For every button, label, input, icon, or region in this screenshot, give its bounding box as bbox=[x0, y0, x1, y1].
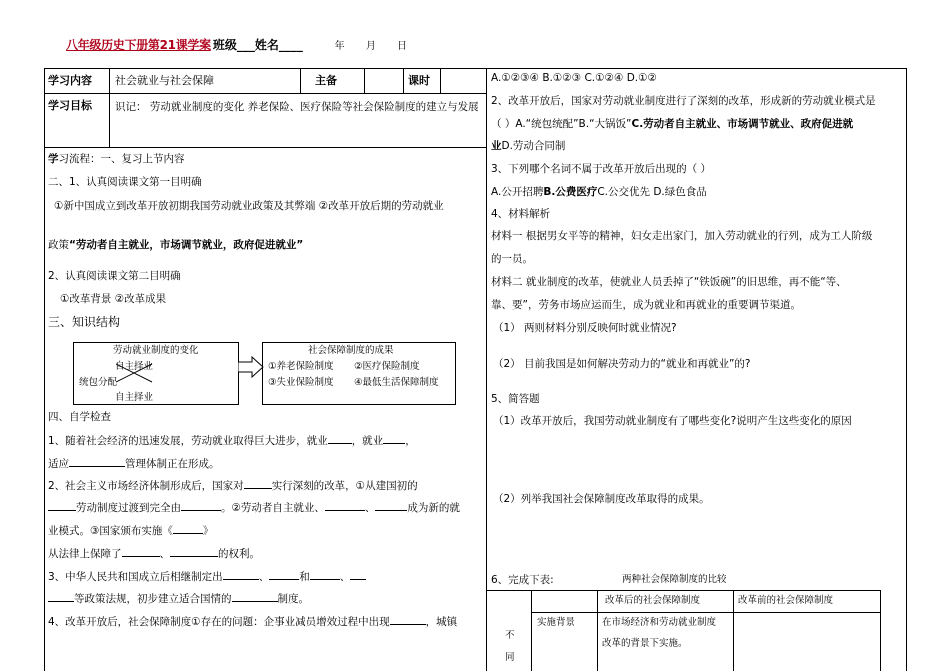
period-label: 课时 bbox=[408, 74, 430, 87]
date-year: 年 bbox=[334, 41, 345, 52]
table-header-before: 改革前的社会保障制度 bbox=[738, 595, 834, 606]
q2-text-i: 从法律上保障了 bbox=[48, 548, 122, 560]
q4-text-a: 4、改革开放后，社会保障制度①存在的问题：企事业减员增效过程中出现 bbox=[48, 616, 390, 628]
blank[interactable] bbox=[310, 567, 340, 580]
question-4 bbox=[48, 612, 457, 630]
r3-question: 3、下列哪个名词不属于改革开放后出现的（ ） bbox=[491, 163, 712, 175]
comparison-table-title: 两种社会保障制度的比较 bbox=[622, 574, 727, 585]
question-3 bbox=[48, 567, 366, 585]
material-2: 材料二 就业制度的改革，使就业人员丢掉了“铁饭碗”的旧思维，再不能“等、 bbox=[491, 276, 847, 288]
q2-text-d: 。②劳动者自主就业、 bbox=[221, 502, 325, 514]
material-1: 材料一 根据男女平等的精神，妇女走出家门，加入劳动就业的行列，成为工人阶级 bbox=[491, 230, 873, 242]
diagram-left-title: 劳动就业制度的变化 bbox=[113, 345, 199, 356]
class-name-field: 班级___姓名____ bbox=[212, 38, 303, 52]
diagram-right-r2b: ④最低生活保障制度 bbox=[354, 377, 439, 388]
blank[interactable] bbox=[269, 567, 299, 580]
q3-text-c: 和 bbox=[299, 571, 310, 583]
blank[interactable] bbox=[325, 498, 365, 511]
section2-line1: ①新中国成立到改革开放初期我国劳动就业政策及其弊端 ②改革开放后期的劳动就业 bbox=[54, 200, 444, 212]
content-label: 学习内容 bbox=[48, 74, 92, 87]
q3-text-b: 、 bbox=[258, 571, 270, 583]
blank[interactable] bbox=[173, 521, 203, 534]
q3-text-e: 等政策法规，初步建立适合国情的 bbox=[74, 593, 232, 605]
blank[interactable] bbox=[223, 567, 259, 580]
section2-title: 二、1、认真阅读课文第一目明确 bbox=[48, 176, 202, 188]
table-line bbox=[733, 590, 734, 671]
blank[interactable] bbox=[328, 431, 352, 444]
q2-text-j: 、 bbox=[159, 548, 170, 560]
table-line bbox=[440, 68, 441, 93]
worksheet-title: 八年级历史下册第21课学案 bbox=[66, 38, 211, 52]
material-2-cont: 靠、要”，劳务市场应运而生，成为就业和再就业的重要调节渠道。 bbox=[491, 299, 801, 311]
goal-label: 学习目标 bbox=[48, 99, 92, 112]
material-1-cont: 的一员。 bbox=[491, 253, 533, 265]
section2b-items: ①改革背景 ②改革成果 bbox=[60, 293, 167, 305]
section2-line2 bbox=[48, 237, 303, 253]
short-answer-2: （2）列举我国社会保障制度改革取得的成果。 bbox=[493, 493, 710, 505]
q2-text-h: 》 bbox=[202, 525, 214, 537]
question-2-cont bbox=[48, 498, 460, 516]
section3-title: 三、知识结构 bbox=[48, 315, 121, 329]
section4-title: 四、自学检查 bbox=[48, 411, 111, 423]
table-row-head: 不同 bbox=[505, 630, 515, 663]
table-line bbox=[300, 68, 301, 93]
question-1 bbox=[48, 431, 416, 449]
diagram-right-title: 社会保障制度的成果 bbox=[308, 345, 394, 356]
table-line bbox=[109, 68, 110, 147]
r3-option-a: A.公开招聘 bbox=[491, 186, 544, 198]
r2-question: 2、改革开放后，国家对劳动就业制度进行了深刻的改革，形成新的劳动就业模式是 bbox=[491, 95, 876, 107]
flow-prefix: 学 bbox=[48, 153, 59, 165]
r2-options bbox=[491, 116, 853, 132]
q2-text-a: 2、社会主义市场经济体制形成后，国家对 bbox=[48, 480, 244, 492]
table-cell-after: 在市场经济和劳动就业制度 bbox=[602, 617, 717, 628]
blank[interactable] bbox=[122, 544, 160, 557]
q1-text-b: ，就业 bbox=[351, 435, 384, 447]
table-cell-after-cont: 改革的背景下实施。 bbox=[602, 638, 688, 649]
blank[interactable] bbox=[383, 431, 405, 444]
question-1-cont bbox=[48, 454, 220, 472]
q2-text-g: 业模式。③国家颁布实施《 bbox=[48, 525, 173, 537]
r4-title: 4、材料解析 bbox=[491, 208, 551, 220]
table-line bbox=[597, 590, 598, 671]
section2b-title: 2、认真阅读课文第二目明确 bbox=[48, 270, 181, 282]
diagram-right-r1b: ②医疗保险制度 bbox=[354, 361, 420, 372]
q4-text-b: ，城镇 bbox=[425, 616, 458, 628]
lead-label: 主备 bbox=[315, 74, 337, 87]
diagram-left-c: 自主择业 bbox=[115, 392, 154, 403]
q3-text-d: 、 bbox=[339, 571, 351, 583]
r5-title: 5、简答题 bbox=[491, 393, 540, 405]
table-line bbox=[44, 93, 486, 94]
table-line bbox=[531, 612, 881, 613]
diagram-left-b: 统包分配 bbox=[79, 377, 118, 388]
flow-line bbox=[48, 151, 185, 167]
q1-text-d: 适应 bbox=[48, 458, 69, 470]
r6-title: 6、完成下表: bbox=[491, 574, 554, 586]
r2-option-c: C.劳动者自主就业、市场调节就业、政府促进就 bbox=[631, 118, 854, 130]
r3-option-b: B.公费医疗 bbox=[543, 186, 598, 198]
diagram-right-r1a: ①养老保险制度 bbox=[268, 361, 334, 372]
r1-options: A.①②③④ B.①②③ C.①②④ D.①② bbox=[491, 72, 657, 84]
q2-text-e: 、 bbox=[364, 502, 376, 514]
r2-option-c-cont: 业 bbox=[491, 140, 502, 152]
r3-option-cd: C.公交优先 D.绿色食品 bbox=[597, 186, 707, 198]
table-row-label: 实施背景 bbox=[537, 617, 576, 628]
table-line bbox=[44, 147, 486, 148]
q3-text-a: 3、中华人民共和国成立后相继制定出 bbox=[48, 571, 223, 583]
blank[interactable] bbox=[232, 589, 278, 602]
blank[interactable] bbox=[181, 498, 221, 511]
blank[interactable] bbox=[350, 567, 366, 580]
q2-text-b: 实行深刻的改革，①从建国初的 bbox=[271, 480, 418, 492]
short-answer-1: （1）改革开放后，我国劳动就业制度有了哪些变化?说明产生这些变化的原因 bbox=[493, 415, 852, 427]
flow-text: 习流程：一、复习上节内容 bbox=[58, 153, 185, 165]
r2-options-ab: （ ）A.“统包统配”B.“大锅饭” bbox=[491, 118, 632, 130]
question-2 bbox=[48, 476, 418, 494]
diagram-arrow-icon bbox=[238, 356, 264, 378]
blank[interactable] bbox=[170, 544, 218, 557]
r2-option-d: D.劳动合同制 bbox=[501, 140, 566, 152]
question-2-cont3 bbox=[48, 544, 260, 562]
q1-text-a: 1、随着社会经济的迅速发展，劳动就业取得巨大进步，就业 bbox=[48, 435, 328, 447]
diagram-arrow-lines bbox=[116, 362, 156, 384]
blank[interactable] bbox=[244, 476, 272, 489]
date-day: 日 bbox=[397, 41, 408, 52]
table-line bbox=[880, 590, 881, 671]
policy-prefix: 政策 bbox=[48, 239, 69, 251]
table-line bbox=[403, 68, 404, 93]
goal-value: 识记： 劳动就业制度的变化 养老保险、医疗保险等社会保险制度的建立与发展 bbox=[115, 101, 479, 113]
r3-options bbox=[491, 184, 707, 200]
material-question-1: （1） 两则材料分别反映何时就业情况? bbox=[493, 322, 677, 334]
date-month: 月 bbox=[365, 41, 376, 52]
table-line bbox=[531, 590, 532, 671]
policy-text: “劳动者自主就业，市场调节就业，政府促进就业” bbox=[69, 239, 304, 251]
blank[interactable] bbox=[69, 454, 125, 467]
content-value: 社会就业与社会保障 bbox=[115, 74, 214, 87]
q2-text-c: 劳动制度过渡到完全由 bbox=[76, 502, 181, 514]
r2-options-cont bbox=[491, 138, 565, 154]
material-question-2: （2） 目前我国是如何解决劳动力的“就业和再就业”的? bbox=[493, 358, 751, 370]
question-3-cont bbox=[48, 589, 309, 607]
blank[interactable] bbox=[375, 498, 407, 511]
diagram-right-r2a: ③失业保险制度 bbox=[268, 377, 334, 388]
q1-text-e: 管理体制正在形成。 bbox=[125, 458, 220, 470]
worksheet-header bbox=[66, 36, 425, 53]
date-field bbox=[335, 41, 425, 52]
blank[interactable] bbox=[48, 498, 76, 511]
table-line bbox=[486, 590, 881, 591]
q2-text-k: 的权利。 bbox=[218, 548, 260, 560]
blank[interactable] bbox=[390, 612, 426, 625]
q3-text-f: 制度。 bbox=[277, 593, 309, 605]
q1-text-c: ， bbox=[405, 435, 416, 447]
q2-text-f: 成为新的就 bbox=[407, 502, 460, 514]
column-divider bbox=[486, 68, 487, 671]
diagram-left-a: 自主择业 bbox=[115, 361, 154, 372]
question-2-cont2 bbox=[48, 521, 213, 539]
blank[interactable] bbox=[48, 589, 74, 602]
table-line bbox=[364, 68, 365, 93]
table-header-after: 改革后的社会保障制度 bbox=[605, 595, 701, 606]
